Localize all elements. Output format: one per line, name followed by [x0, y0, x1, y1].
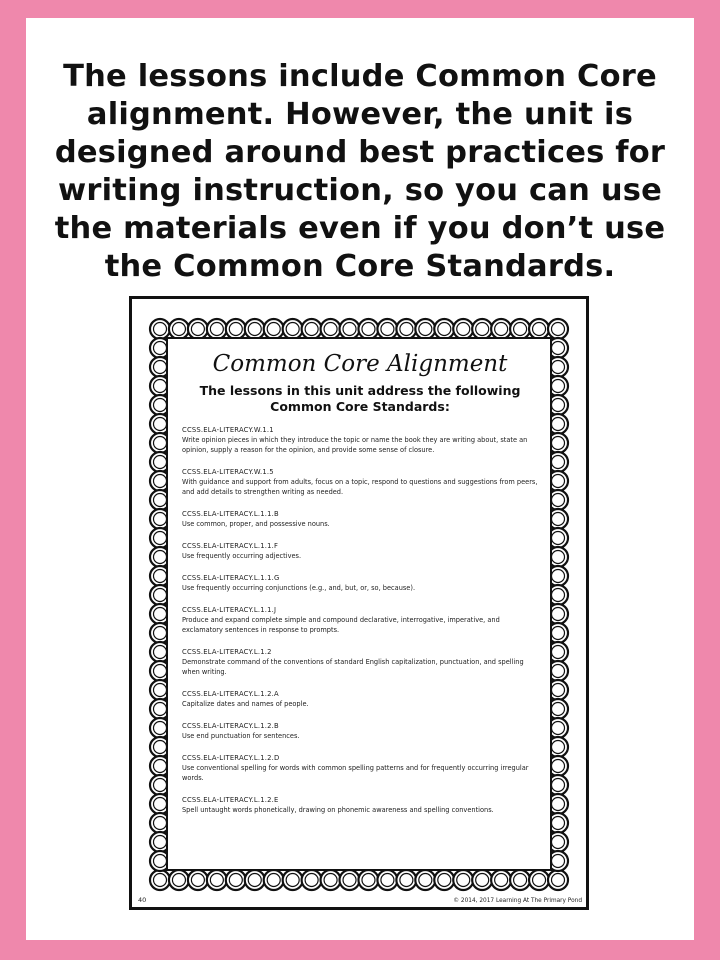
standard-item — [182, 467, 538, 497]
standard-code: CCSS.ELA-LITERACY.L.1.2.E — [182, 796, 279, 804]
headline-text: The lessons include Common Core alignment. However, the unit is designed around best practices for writing instruction, so you can use the materials even if you don’t use the Common Core Standards. — [54, 59, 666, 284]
standard-text: Use common, proper, and possessive nouns. — [182, 520, 330, 528]
standard-code: CCSS.ELA-LITERACY.W.1.5 — [182, 468, 274, 476]
standard-item — [182, 425, 538, 455]
standard-code: CCSS.ELA-LITERACY.L.1.2.A — [182, 690, 279, 698]
standard-code: CCSS.ELA-LITERACY.L.1.2 — [182, 648, 272, 656]
standard-item — [182, 721, 538, 741]
standard-text: Spell untaught words phonetically, drawing on phonemic awareness and spelling conventions. — [182, 806, 494, 814]
standard-item — [182, 573, 538, 593]
standard-code: CCSS.ELA-LITERACY.L.1.1.J — [182, 606, 277, 614]
copyright-notice: © 2014, 2017 Learning At The Primary Pond — [453, 898, 582, 904]
standard-item — [182, 795, 538, 815]
standard-text: Produce and expand complete simple and compound declarative, interrogative, imperative, and exclamatory sentences in response to prompts. — [182, 616, 500, 634]
standard-code: CCSS.ELA-LITERACY.L.1.1.F — [182, 542, 279, 550]
standard-text: Use frequently occurring adjectives. — [182, 552, 302, 560]
page-number: 40 — [138, 896, 147, 904]
standard-text: Demonstrate command of the conventions of standard English capitalization, punctuation, and spelling when writing. — [182, 658, 524, 676]
document-title: Common Core Alignment — [212, 351, 508, 377]
standard-code: CCSS.ELA-LITERACY.L.1.1.G — [182, 574, 280, 582]
standard-text: Write opinion pieces in which they introduce the topic or name the book they are writing about, state an opinion, supply a reason for the opinion, and provide some sense of closure. — [182, 436, 528, 454]
standard-item — [182, 689, 538, 709]
standard-item — [182, 605, 538, 635]
standard-text: Use end punctuation for sentences. — [182, 732, 300, 740]
document-page — [129, 296, 589, 910]
standard-item — [182, 647, 538, 677]
standard-text: Use conventional spelling for words with common spelling patterns and for frequently occurring irregular words. — [182, 764, 529, 782]
standard-code: CCSS.ELA-LITERACY.W.1.1 — [182, 426, 274, 434]
document-content — [166, 337, 552, 871]
document-subtitle: The lessons in this unit address the following Common Core Standards: — [199, 383, 521, 414]
standard-item — [182, 509, 538, 529]
standard-item — [182, 753, 538, 783]
standard-text: Capitalize dates and names of people. — [182, 700, 309, 708]
standard-text: Use frequently occurring conjunctions (e.g., and, but, or, so, because). — [182, 584, 416, 592]
standard-code: CCSS.ELA-LITERACY.L.1.2.B — [182, 722, 279, 730]
standard-code: CCSS.ELA-LITERACY.L.1.2.D — [182, 754, 280, 762]
standard-item — [182, 541, 538, 561]
standard-code: CCSS.ELA-LITERACY.L.1.1.B — [182, 510, 279, 518]
standard-text: With guidance and support from adults, focus on a topic, respond to questions and suggestions from peers, and add details to strengthen writing as needed. — [182, 478, 538, 496]
